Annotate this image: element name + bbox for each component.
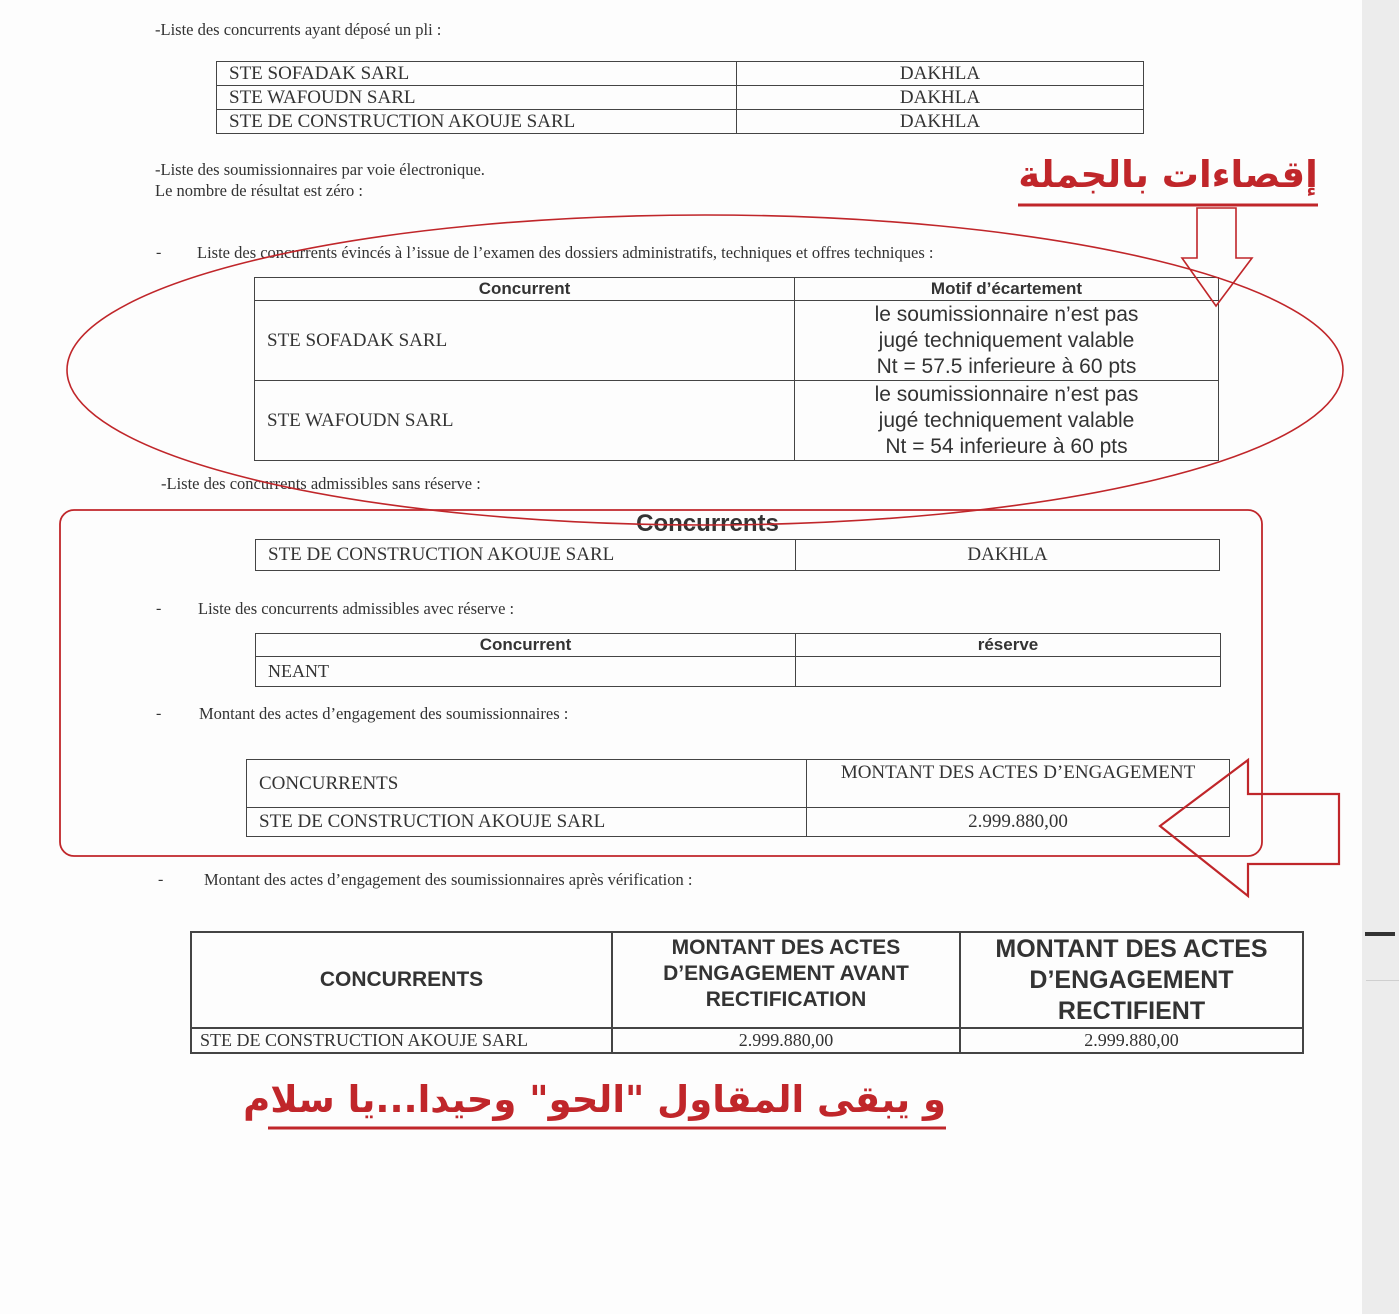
highlight-frame <box>60 510 1262 856</box>
header-line: D’ENGAGEMENT <box>1029 965 1234 994</box>
verification-section-title: Montant des actes d’engagement des soumissionnaires après vérification : <box>204 870 693 889</box>
sans-reserve-title: -Liste des concurrents admissibles sans réserve : <box>161 474 481 493</box>
bullet-dash: - <box>156 705 162 722</box>
highlight-ellipse <box>67 215 1343 525</box>
motif-line: le soumissionnaire n’est pas <box>874 302 1139 326</box>
motif-line: Nt = 54 inferieure à 60 pts <box>885 434 1128 458</box>
header-line: RECTIFIENT <box>1057 996 1206 1025</box>
header-montant: MONTANT DES ACTES D’ENGAGEMENT <box>807 760 1230 808</box>
header-concurrent: Concurrent <box>255 278 795 301</box>
electronic-line-2: Le nombre de résultat est zéro : <box>155 181 363 200</box>
header-line: MONTANT DES ACTES <box>671 936 901 959</box>
electronic-line-1: -Liste des soumissionnaires par voie électronique. <box>155 160 485 179</box>
evinces-section-title: Liste des concurrents évincés à l’issue de l’examen des dossiers administratifs, techniques et offres techniques : <box>197 243 934 262</box>
scan-edge <box>1362 0 1399 1314</box>
scan-edge-mark <box>1365 932 1395 936</box>
verification-name-cell: STE DE CONSTRUCTION AKOUJE SARL <box>191 1028 612 1053</box>
bullet-dash: - <box>156 600 162 617</box>
bullet-dash: - <box>156 244 162 261</box>
deposit-city-cell: DAKHLA <box>737 110 1144 134</box>
header-line: D’ENGAGEMENT AVANT <box>663 962 909 985</box>
deposit-city-cell: DAKHLA <box>737 86 1144 110</box>
header-reserve: réserve <box>796 634 1221 657</box>
deposit-name-cell: STE WAFOUDN SARL <box>217 86 737 110</box>
montant-name-cell: STE DE CONSTRUCTION AKOUJE SARL <box>247 808 807 837</box>
down-arrow-icon <box>1182 208 1252 306</box>
left-arrow-icon <box>1160 760 1339 896</box>
scan-edge-line <box>1366 980 1399 981</box>
motif-line: jugé techniquement valable <box>878 408 1135 432</box>
motif-line: Nt = 57.5 inferieure à 60 pts <box>876 354 1137 378</box>
montant-section-title: Montant des actes d’engagement des soumissionnaires : <box>199 704 569 723</box>
deposit-name-cell: STE DE CONSTRUCTION AKOUJE SARL <box>217 110 737 134</box>
header-concurrents: CONCURRENTS <box>247 760 807 808</box>
header-line: RECTIFICATION <box>705 988 867 1011</box>
avec-reserve-title: Liste des concurrents admissibles avec réserve : <box>198 599 515 618</box>
deposit-city-cell: DAKHLA <box>737 62 1144 86</box>
montant-value-cell: 2.999.880,00 <box>807 808 1230 837</box>
top-annotation-note: إقصاءات بالجملة <box>1018 153 1318 196</box>
admitted-name-cell: STE DE CONSTRUCTION AKOUJE SARL <box>256 539 796 570</box>
reserve-name-cell: NEANT <box>256 657 796 687</box>
motif-line: le soumissionnaire n’est pas <box>874 382 1139 406</box>
deposit-section-title: -Liste des concurrents ayant déposé un pli : <box>155 20 442 39</box>
header-line: MONTANT DES ACTES <box>995 934 1268 963</box>
admitted-city-cell: DAKHLA <box>796 539 1220 570</box>
verification-avant-cell: 2.999.880,00 <box>612 1028 960 1053</box>
bottom-annotation-note: و يبقى المقاول "الحو" وحيدا...يا سلام <box>243 1078 946 1121</box>
verification-rect-cell: 2.999.880,00 <box>960 1028 1303 1053</box>
header-concurrents: CONCURRENTS <box>191 932 612 1028</box>
motif-line: jugé techniquement valable <box>878 328 1135 352</box>
header-concurrents-label: Concurrents <box>636 509 779 537</box>
bullet-dash: - <box>158 871 164 888</box>
deposit-name-cell: STE SOFADAK SARL <box>217 62 737 86</box>
header-motif: Motif d’écartement <box>795 278 1219 301</box>
evinced-name-cell: STE WAFOUDN SARL <box>255 381 795 461</box>
evinced-name-cell: STE SOFADAK SARL <box>255 301 795 381</box>
header-concurrent: Concurrent <box>256 634 796 657</box>
